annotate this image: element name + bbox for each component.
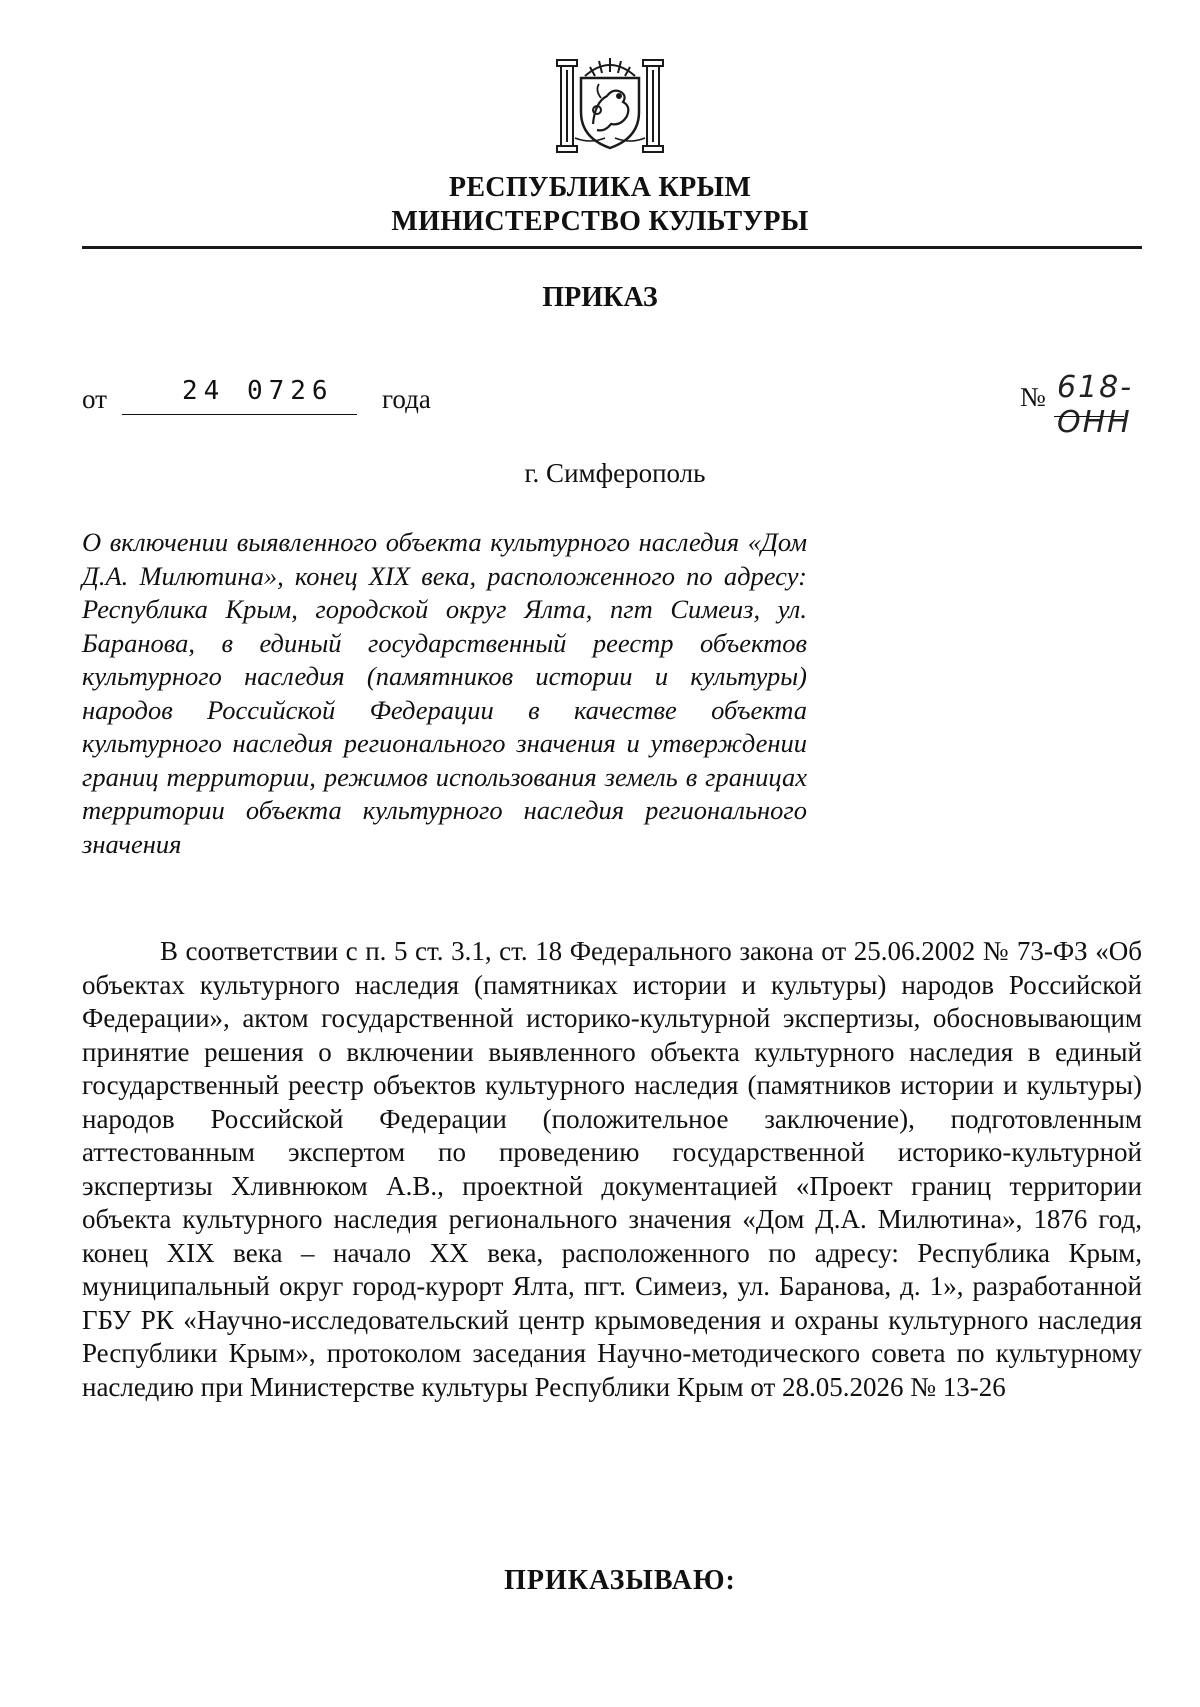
document-type: ПРИКАЗ	[542, 282, 658, 313]
header-ministry: МИНИСТЕРСТВО КУЛЬТУРЫ	[391, 206, 809, 237]
document-number: 618-ОНН	[1057, 370, 1134, 440]
city: г. Симферополь	[524, 458, 706, 488]
header-republic: РЕСПУБЛИКА КРЫМ	[448, 172, 752, 203]
date-stamp: 24 0726	[182, 376, 334, 406]
date-underline	[122, 414, 357, 415]
date-number-row	[82, 370, 1142, 440]
date-suffix: года	[382, 384, 431, 414]
order-heading: ПРИКАЗЫВАЮ:	[504, 1565, 736, 1596]
crimea-coat-of-arms-icon	[555, 52, 665, 154]
document-title: О включении выявленного объекта культурного наследия «Дом Д.А. Милютина», конец XIX века, расположенного по адресу: Республика Крым, городской округ Ялта, пгт Симеиз, ул. Баранова, в единый государственный реестр объектов культурного наследия (памятников истории и культуры) народов Российской Федерации в качестве объекта культурного наследия регионального значения и утверждении границ территории, режимов использования земель в границах территории объекта культурного наследия регионального значения	[82, 527, 807, 859]
preamble-paragraph: В соответствии с п. 5 ст. 3.1, ст. 18 Федерального закона от 25.06.2002 № 73-ФЗ «Об объектах культурного наследия (памятниках истории и культуры) народов Российской Федерации», актом государственной историко-культурной экспертизы, обосновывающим принятие решения о включении выявленного объекта культурного наследия в единый государственный реестр объектов культурного наследия (памятников истории и культуры) народов Российской Федерации (положительное заключение), подготовленным аттестованным экспертом по проведению государственной историко-культурной экспертизы Хливнюком А.В., проектной документацией «Проект границ территории объекта культурного наследия регионального значения «Дом Д.А. Милютина», 1876 год, конец XIX века – начало XX века, расположенного по адресу: Республика Крым, муниципальный округ город-курорт Ялта, пгт. Симеиз, ул. Баранова, д. 1», разработанной ГБУ РК «Научно-исследовательский центр крымоведения и охраны культурного наследия Республики Крым», протоколом заседания Научно-методического совета по культурному наследию при Министерстве культуры Республики Крым от 28.05.2026 № 13-26	[82, 936, 1142, 1402]
number-underline	[1054, 416, 1124, 417]
number-label: №	[1020, 382, 1046, 412]
date-prefix: от	[82, 384, 107, 414]
header-divider	[82, 246, 1142, 249]
